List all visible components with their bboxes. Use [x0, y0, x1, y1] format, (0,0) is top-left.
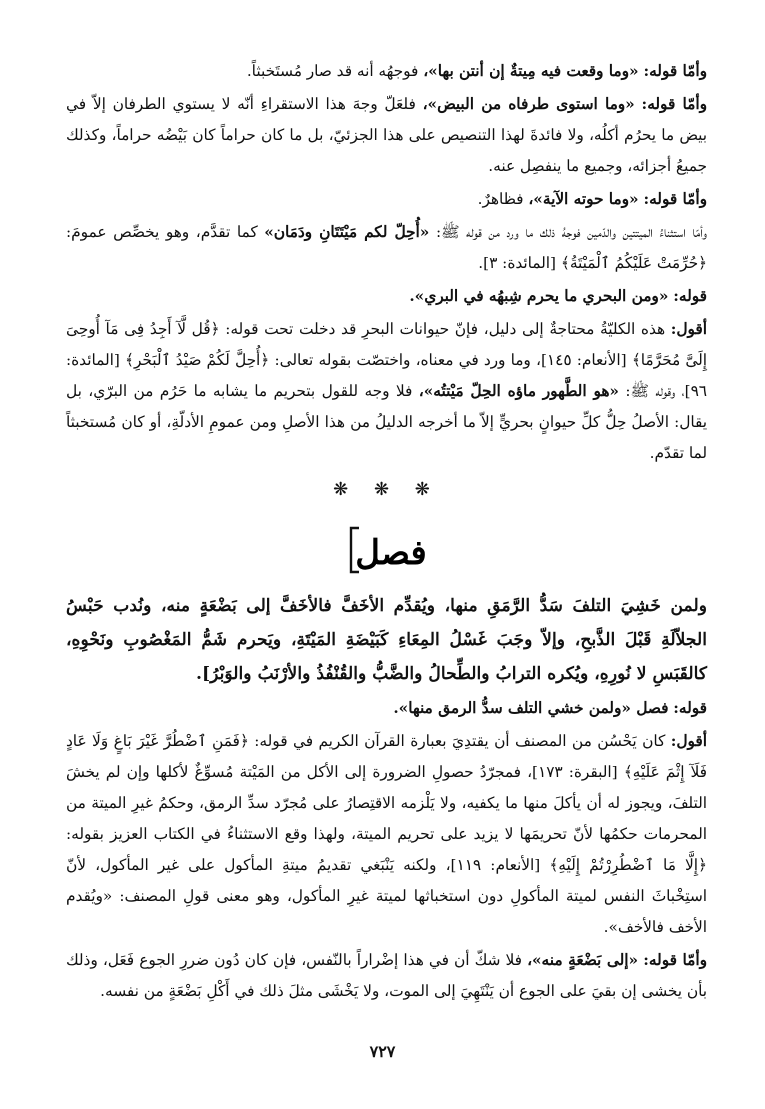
matn-quote: «إلى بَضْعَةٍ منه»، [527, 951, 639, 969]
paragraph-text: ولكنه يَنْبَغي تقديمُ ميتةِ المأكول على غير المأكول، لأنّ استِخْباثَ النفس لميتة المأكولِ دون استخباثها لميتة غيرِ المأكول، وهو معنى قولِ المصنف: [66, 856, 707, 905]
paragraph-5 [66, 281, 707, 312]
paragraph-lead: أقول: [670, 732, 707, 750]
verse-reference: [البقرة: ١٧٣]، [527, 763, 618, 781]
paragraph-1 [66, 56, 707, 87]
matn-quote: «وما وقعت فيه مِيتةٌ إن أنتن بها»، [423, 62, 639, 80]
matn-paragraph [66, 589, 707, 691]
paragraph-lead: وأمّا قوله: [643, 951, 707, 969]
heading-bracket-ornament [339, 514, 435, 584]
verse-reference: [الأنعام: ١١٩]، [445, 856, 541, 874]
paragraph-text: وأمّا استثناءُ الميتتين والدّمين فوجهُ ذلك ما ورد من قوله ﷺ: [435, 223, 707, 241]
heading-title: فصل [354, 533, 427, 573]
verse-reference: [الأنعام: ١٤٥]، [536, 351, 627, 369]
paragraph-text: وقوله ﷺ: [625, 382, 676, 400]
paragraph-7 [66, 693, 707, 724]
quran-verse: ﴿إِلَّا مَا ٱضْطُرِرْتُمْ إِلَيْهِ﴾ [549, 856, 707, 874]
paragraph-text: فظاهرٌ. [477, 190, 524, 208]
quran-verse: ﴿أُحِلَّ لَكُمْ صَيْدُ ٱلْبَحْرِ﴾ [125, 351, 270, 369]
paragraph-text: كان يَحْسُن من المصنف أن يقتدِيَ بعبارة القرآن الكريم في قوله: [254, 732, 666, 750]
paragraph-3 [66, 184, 707, 215]
quran-verse: ﴿فَمَنِ ٱضْطُرَّ غَيْرَ بَاغٍ وَلَا عَادٍ فَلَآ إِثْمَ عَلَيْهِ﴾ [66, 732, 707, 781]
paragraph-text: فلا شكّ أن في هذا إضْراراً بالنّفس، فإن كان دُون ضررِ الجوع فَعَل، وذلك بأن يخشى إن بقيَ على الجوع أن يَنْتَهِيَ إلى الموت، ولا يَخْشَى مثلَ ذلك في أَكْلِ بَضْعَةٍ من نفسه. [66, 951, 707, 1000]
hadith-quote: «أُحِلّ لكم مَيْتَتَانِ ودَمَان» [264, 223, 430, 241]
paragraph-lead: قوله: [673, 699, 707, 717]
matn-quote: «ويُقدم الأخف فالأخف». [66, 887, 707, 936]
matn-quote: فصل «ولمن خشي التلف سدُّ الرمق منها». [393, 699, 669, 717]
hadith-quote: «هو الطَّهور ماؤه الحِلّ مَيْتتُه»، [418, 382, 619, 400]
paragraph-text: كما تقدَّم، وهو يخصِّص عمومَ: [66, 223, 258, 241]
matn-text: ولمن خَشِيَ التلفَ سَدُّ الرَّمَقِ منها، ويُقدِّم الأخَفَّ فالأخَفَّ إلى بَضْعَةٍ منه، ونُدب حَبْسُ الجلاّلَةِ قَبْلَ الذَّبحِ، وإلاّ وجَبَ غَسْلُ المِعَاءِ كَبَيْضَةِ المَيْتَةِ، ويَحرم شَمُّ المَغْصُوبِ ونَحْوِهِ، كالقَبَسِ لا نُورِهِ، ويُكره الترابُ والطِّحالُ والضَّبُّ والقُنْفُذُ والأرْنَبُ والوَبْرُ]. [66, 596, 707, 684]
paragraph-2 [66, 89, 707, 182]
paragraph-lead: وأمّا قوله: [643, 62, 707, 80]
matn-quote: «وما حوته الآية»، [528, 190, 639, 208]
section-heading [66, 511, 707, 587]
page-number: ٧٢٧ [369, 1042, 396, 1061]
paragraph-text: فلعَلّ وجهَ هذا الاستقراءِ أنّه لا يستوي الطرفان إلاّ في بيض ما يحرُم أكلُه، ولا فائدةَ لهذا التنصيص على هذا الجزئيّ، بل ما كان حراماً كان بَيْضُه حراماً، وكذلك جميعُ أجزائه، وجميع ما ينفصِل عنه. [66, 95, 707, 175]
paragraph-text: فوجهُه أنه قد صار مُستَخبثاً. [246, 62, 419, 80]
paragraph-lead: وأمّا قوله: [641, 95, 708, 113]
paragraph-9 [66, 945, 707, 1007]
matn-quote: «ومن البحري ما يحرم شِبهُه في البري». [409, 287, 669, 305]
paragraph-8 [66, 726, 707, 943]
paragraph-text: فلا وجه للقول بتحريم ما يشابه ما حَرُم من البرّي، بل يقال: الأصلُ حِلُّ كلِّ حيوانٍ بحريٍّ إلاّ ما أخرجه الدليلُ من هذا الأصلِ ومن عمومِ الأدلّةِ، أو كان مُستخبثاً لما تقدّم. [66, 382, 707, 462]
matn-quote: «وما استوى طرفاه من البيض»، [422, 95, 635, 113]
quran-verse: ﴿قُل لَّآ أَجِدُ فِى مَآ أُوحِىَ إِلَىَّ مُحَرَّمًا﴾ [66, 320, 707, 369]
paragraph-text: وما ورد في معناه، واختصّت بقوله تعالى: [274, 351, 531, 369]
paragraph-lead: وأمّا قوله: [643, 190, 707, 208]
paragraph-lead: أقول: [670, 320, 707, 338]
quran-verse: ﴿حُرِّمَتْ عَلَيْكُمُ ٱلْمَيْتَةُ﴾ [560, 254, 707, 272]
verse-reference: [المائدة: ٣]. [478, 254, 557, 272]
paragraph-4 [66, 217, 707, 279]
paragraph-lead: قوله: [673, 287, 707, 305]
paragraph-text: فمجرّدُ حصولِ الضرورة إلى الأكل من المَيْتة مُسوِّغٌ لأكلها وإن لم يخشَ التلفَ، ويجوز له أن يأكلَ منها ما يكفيه، ولا يَلْزمه الاقتِصارُ على مُجرّد سدِّ الرمق، وحكمُ غيرِ الميتة من المحرمات حكمُها لأنّ تحريمَها لا يزيد على تحريم الميتة، ولهذا وقع الاستثناءُ في الكتاب العزيز بقوله: [66, 763, 707, 843]
verse-reference: [المائدة: ٩٦]، [66, 351, 708, 400]
paragraph-text: هذه الكليّةُ محتاجةٌ إلى دليل، فإنّ حيوانات البحرِ قد دخلت تحت قوله: [225, 320, 666, 338]
paragraph-6 [66, 314, 707, 469]
section-divider-stars: ❋ ❋ ❋ [333, 479, 440, 500]
